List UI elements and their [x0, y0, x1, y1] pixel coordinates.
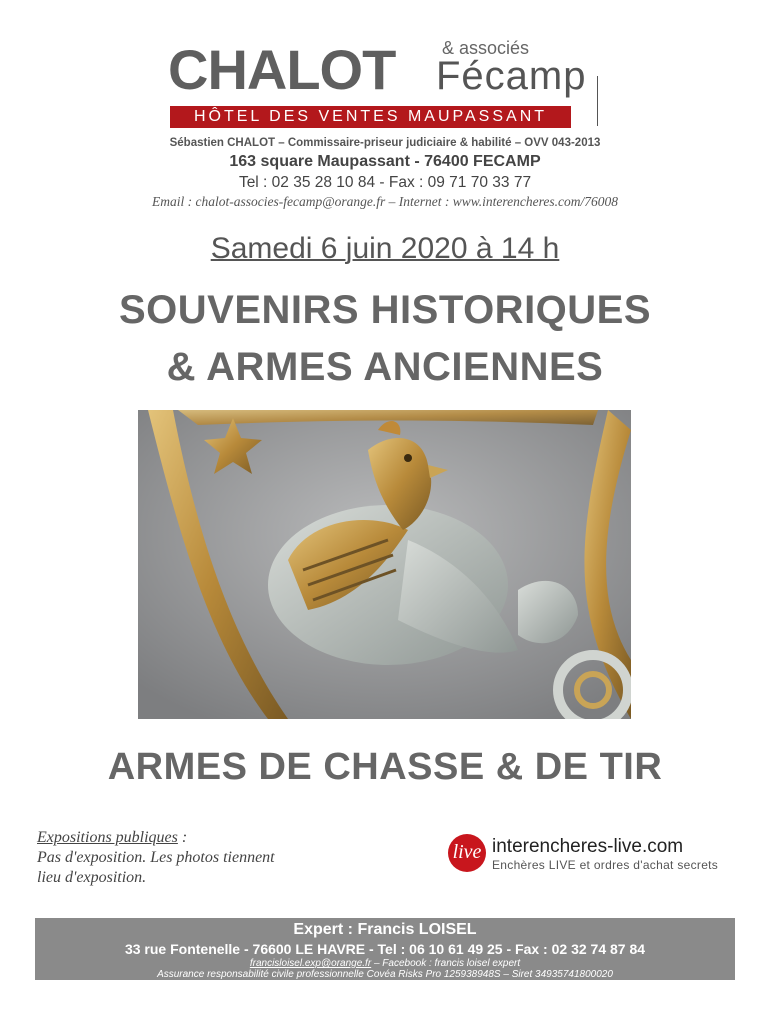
contact-line: Email : chalot-associes-fecamp@orange.fr – Internet : www.interencheres.com/76008 — [152, 194, 618, 209]
title-armes-chasse: ARMES DE CHASSE & DE TIR — [107, 746, 663, 788]
exhibition-text-2: lieu d'exposition. — [37, 869, 147, 886]
auction-house-logo — [160, 36, 608, 128]
logo-city: Fécamp — [436, 54, 587, 98]
exhibition-title: Expositions publiques — [37, 829, 178, 846]
expert-email-link[interactable]: francisloisel.exp@orange.fr — [249, 958, 372, 969]
title-souvenirs: SOUVENIRS HISTORIQUES — [118, 288, 652, 332]
logo-divider — [597, 76, 598, 126]
sale-date: Samedi 6 juin 2020 à 14 h — [210, 232, 560, 265]
logo-band: HÔTEL DES VENTES MAUPASSANT — [170, 106, 571, 128]
expert-contact — [35, 958, 735, 969]
interencheres-live-logo[interactable] — [448, 834, 738, 876]
expert-insurance: Assurance responsabilité civile professionnelle Covéa Risks Pro 125938948S – Siret 34935741800020 — [157, 969, 613, 980]
phone-line: Tel : 02 35 28 10 84 - Fax : 09 71 70 33 77 — [238, 174, 532, 191]
expert-name: Expert : Francis LOISEL — [293, 921, 477, 938]
expert-address: 33 rue Fontenelle - 76600 LE HAVRE - Tel : 06 10 61 49 25 - Fax : 02 32 74 87 84 — [124, 941, 646, 957]
live-tagline: Enchères LIVE et ordres d'achat secrets — [492, 858, 719, 872]
title-armes-anciennes: & ARMES ANCIENNES — [166, 345, 604, 389]
exhibition-text-1: Pas d'exposition. Les photos tiennent — [37, 849, 275, 866]
expert-facebook: – Facebook : francis loisel expert — [371, 958, 521, 969]
exhibition-info — [37, 828, 337, 888]
expert-footer — [35, 918, 735, 980]
logo-brand: CHALOT — [168, 38, 396, 101]
live-badge-icon: live — [448, 834, 486, 872]
rooster-emblem-photo — [138, 410, 631, 719]
exhibition-heading — [37, 828, 337, 848]
live-site-name: interencheres-live.com — [492, 836, 684, 857]
auctioneer-line: Sébastien CHALOT – Commissaire-priseur judiciaire & habilité – OVV 043-2013 — [169, 137, 601, 149]
address-line: 163 square Maupassant - 76400 FECAMP — [229, 153, 541, 170]
logo-associes: & associés — [442, 38, 530, 58]
exhibition-colon: : — [177, 829, 188, 846]
